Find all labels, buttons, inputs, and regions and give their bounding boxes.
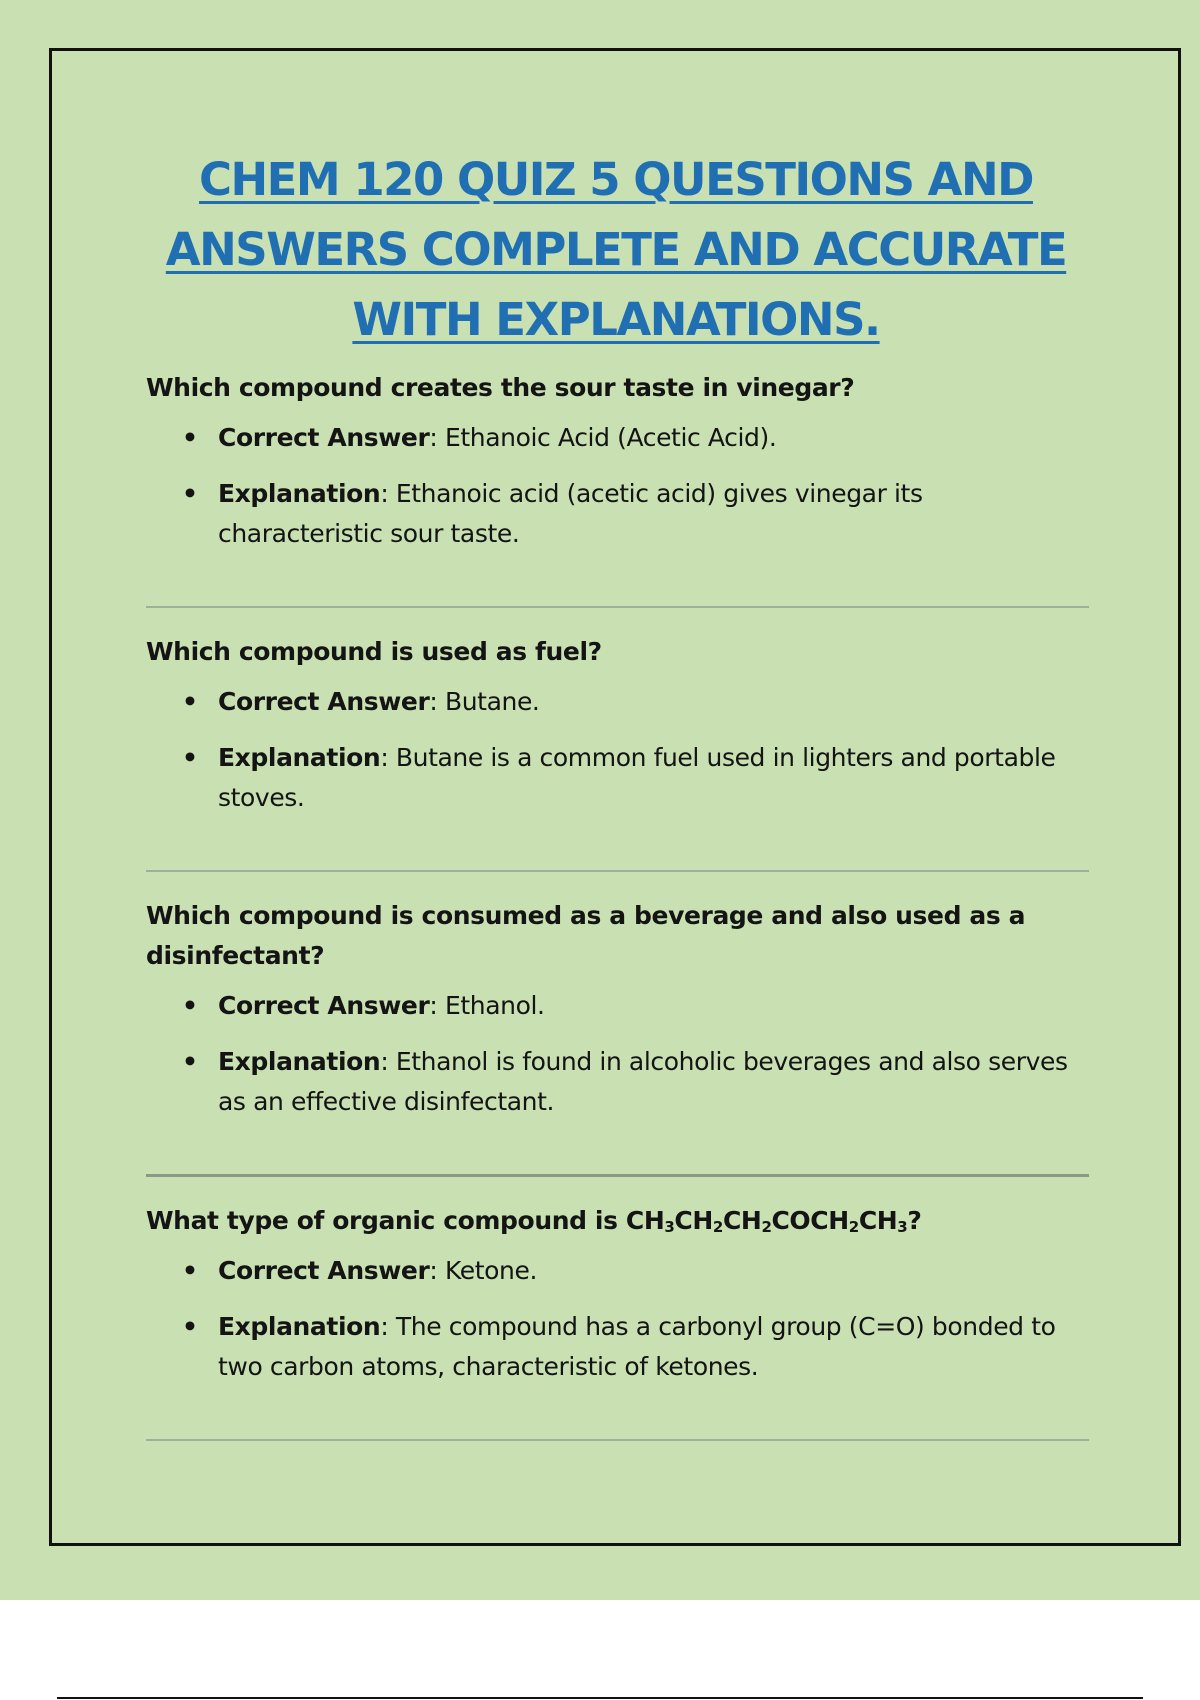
correct-answer-value: : Ethanoic Acid (Acetic Acid). (429, 423, 777, 452)
divider (146, 1439, 1089, 1441)
list-item (146, 1307, 1089, 1387)
question-suffix: ? (907, 1206, 922, 1235)
question-block (146, 1201, 1089, 1465)
divider (146, 1174, 1089, 1177)
correct-answer-label: Correct Answer (218, 1256, 430, 1285)
explanation-label: Explanation (218, 479, 381, 508)
bullet-icon: • (182, 1256, 198, 1285)
correct-answer-value: : Ethanol. (429, 991, 545, 1020)
correct-answer-label: Correct Answer (218, 991, 430, 1020)
bullet-icon: • (182, 479, 198, 508)
list-item (146, 738, 1089, 818)
list-item (146, 986, 1089, 1026)
explanation-value: : Ethanoic acid (acetic acid) gives vinegar its characteristic sour taste. (218, 479, 923, 548)
bullet-icon: • (182, 423, 198, 452)
list-item (146, 682, 1089, 722)
explanation-value: : The compound has a carbonyl group (C=O) bonded to two carbon atoms, characteristic of ketones. (218, 1312, 1056, 1381)
correct-answer-label: Correct Answer (218, 687, 430, 716)
question-text (146, 1201, 1089, 1241)
bullet-icon: • (182, 687, 198, 716)
list-item (146, 1251, 1089, 1291)
chemical-formula: $CH_3CH_2CH_2COCH_2CH_3$ (625, 1206, 908, 1236)
correct-answer-label: Correct Answer (218, 423, 430, 452)
explanation-label: Explanation (218, 1047, 381, 1076)
list-item (146, 1042, 1089, 1122)
list-item (146, 418, 1089, 458)
answer-list (146, 986, 1089, 1122)
answer-list (146, 418, 1089, 554)
question-text: Which compound creates the sour taste in vinegar? (146, 373, 855, 402)
divider (146, 606, 1089, 608)
divider (146, 870, 1089, 872)
page-title: CHEM 120 QUIZ 5 QUESTIONS AND ANSWERS COMPLETE AND ACCURATE WITH EXPLANATIONS. (165, 153, 1067, 346)
explanation-value: : Ethanol is found in alcoholic beverages and also serves as an effective disinfectant. (218, 1047, 1068, 1116)
question-prefix: What type of organic compound is (146, 1206, 626, 1235)
bullet-icon: • (182, 1047, 198, 1076)
explanation-label: Explanation (218, 1312, 381, 1341)
question-block (146, 896, 1089, 1201)
correct-answer-value: : Butane. (429, 687, 540, 716)
bullet-icon: • (182, 991, 198, 1020)
question-text: Which compound is consumed as a beverage and also used as a disinfectant? (146, 901, 1026, 970)
bullet-icon: • (182, 743, 198, 772)
question-block (146, 632, 1089, 896)
explanation-label: Explanation (218, 743, 381, 772)
explanation-value: : Butane is a common fuel used in lighters and portable stoves. (218, 743, 1056, 812)
page-bottom-rule (57, 1697, 1143, 1699)
correct-answer-value: : Ketone. (429, 1256, 537, 1285)
bullet-icon: • (182, 1312, 198, 1341)
list-item (146, 474, 1089, 554)
question-text: Which compound is used as fuel? (146, 637, 602, 666)
answer-list (146, 682, 1089, 818)
answer-list (146, 1251, 1089, 1387)
question-block (146, 368, 1089, 632)
quiz-content (146, 368, 1089, 1465)
